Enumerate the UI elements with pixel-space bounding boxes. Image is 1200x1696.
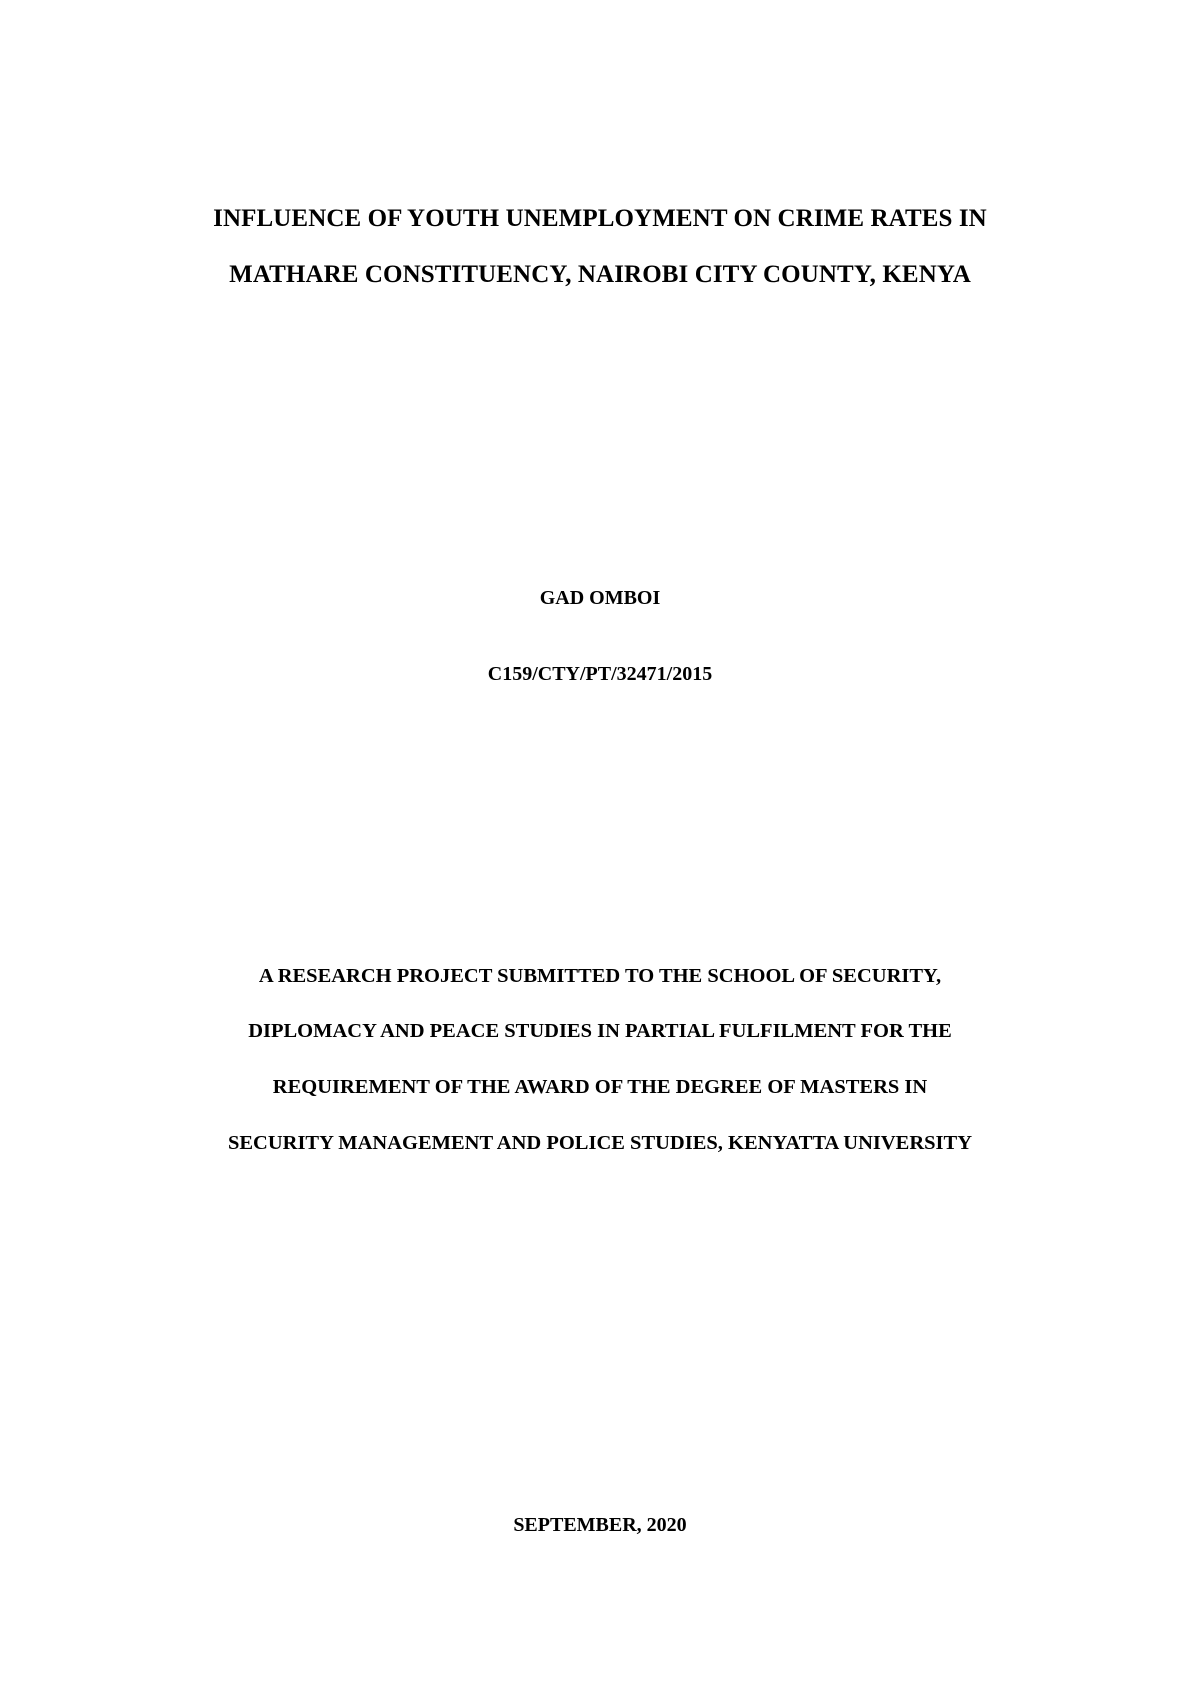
author-name: GAD OMBOI	[539, 587, 661, 609]
registration-number: C159/CTY/PT/32471/2015	[487, 663, 713, 685]
thesis-title-line-2: MATHARE CONSTITUENCY, NAIROBI CITY COUNTY, KENYA	[229, 261, 971, 288]
submission-statement-line-2: DIPLOMACY AND PEACE STUDIES IN PARTIAL FULFILMENT FOR THE	[248, 1020, 952, 1042]
submission-date: SEPTEMBER, 2020	[513, 1514, 687, 1536]
submission-statement-line-1: A RESEARCH PROJECT SUBMITTED TO THE SCHOOL OF SECURITY,	[258, 965, 942, 987]
submission-statement-line-3: REQUIREMENT OF THE AWARD OF THE DEGREE OF MASTERS IN	[272, 1076, 928, 1098]
thesis-title-line-1: INFLUENCE OF YOUTH UNEMPLOYMENT ON CRIME RATES IN	[213, 205, 987, 232]
submission-statement-line-4: SECURITY MANAGEMENT AND POLICE STUDIES, KENYATTA UNIVERSITY	[227, 1132, 973, 1154]
